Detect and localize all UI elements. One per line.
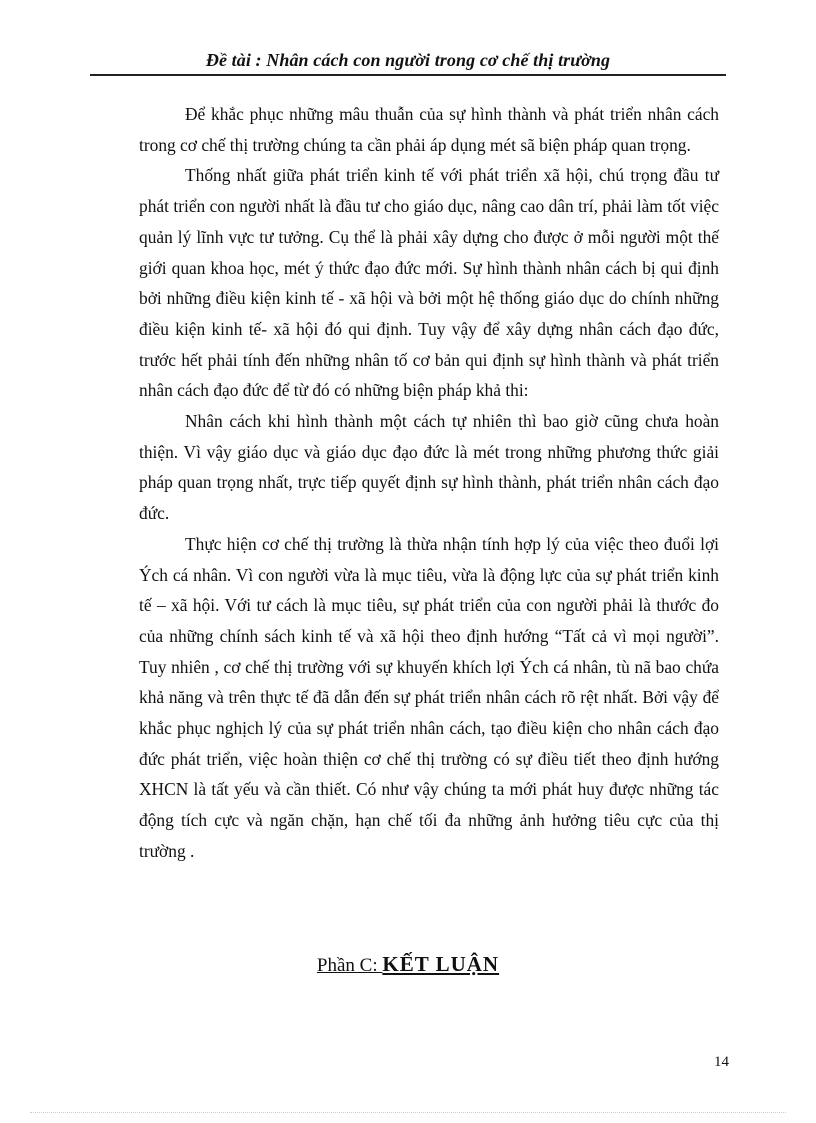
section-heading bbox=[0, 952, 816, 977]
paragraph-economic-social: Thống nhất giữa phát triển kinh tế với phát triển xã hội, chú trọng đầu tư phát triển con người nhất là đầu tư cho giáo dục, nâng cao dân trí, phải làm tốt việc quản lý lĩnh vực tư tưởng. Cụ thể là phải xây dựng cho được ở mỗi người một thế giới quan khoa học, mét ý thức đạo đức mới. Sự hình thành nhân cách bị qui định bởi những điều kiện kinh tế - xã hội và bởi một hệ thống giáo dục do chính những điều kiện kinh tế- xã hội đó qui định. Tuy vậy để xây dựng nhân cách đạo đức, trước hết phải tính đến những nhân tố cơ bản qui định sự hình thành và phát triển nhân cách đạo đức để từ đó có những biện pháp khả thi: bbox=[139, 165, 719, 401]
section-prefix: Phần C: bbox=[316, 955, 383, 976]
paragraph-intro: Để khắc phục những mâu thuẫn của sự hình thành và phát triển nhân cách trong cơ chế thị trường chúng ta cần phải áp dụng mét sã biện pháp quan trọng. bbox=[139, 104, 719, 155]
body-text bbox=[139, 99, 719, 867]
paragraph-market-mechanism: Thực hiện cơ chế thị trường là thừa nhận tính hợp lý của việc theo đuổi lợi Ých cá nhân. Vì con người vừa là mục tiêu, vừa là động lực của sự phát triển kinh tế – xã hội. Với tư cách là mục tiêu, sự phát triển của con người phải là thước đo của những chính sách kinh tế và xã hội theo định hướng “Tất cả vì mọi người”. Tuy nhiên , cơ chế thị trường với sự khuyến khích lợi Ých cá nhân, tù nã bao chứa khả năng và trên thực tế đã dẫn đến sự phát triển nhân cách rõ rệt nhất. Bởi vậy để khắc phục nghịch lý của sự phát triển nhân cách, tạo điều kiện cho nhân cách đạo đức phát triển, việc hoàn thiện cơ chế thị trường có sự điều tiết theo định hướng XHCN là tất yếu và cần thiết. Có như vậy chúng ta mới phát huy được những tác động tích cực và ngăn chặn, hạn chế tối đa những ảnh hưởng tiêu cực của thị trường . bbox=[139, 533, 719, 861]
header-title: Đề tài : Nhân cách con người trong cơ chế thị trường bbox=[205, 50, 611, 70]
section-title: KẾT LUẬN bbox=[382, 952, 500, 976]
page-header bbox=[90, 36, 726, 76]
page-number: 14 bbox=[714, 1054, 729, 1070]
footer-divider bbox=[30, 1112, 786, 1113]
paragraph-education: Nhân cách khi hình thành một cách tự nhiên thì bao giờ cũng chưa hoàn thiện. Vì vậy giáo dục và giáo dục đạo đức là mét trong những phương thức giải pháp quan trọng nhất, trực tiếp quyết định sự hình thành, phát triển nhân cách đạo đức. bbox=[139, 411, 719, 524]
